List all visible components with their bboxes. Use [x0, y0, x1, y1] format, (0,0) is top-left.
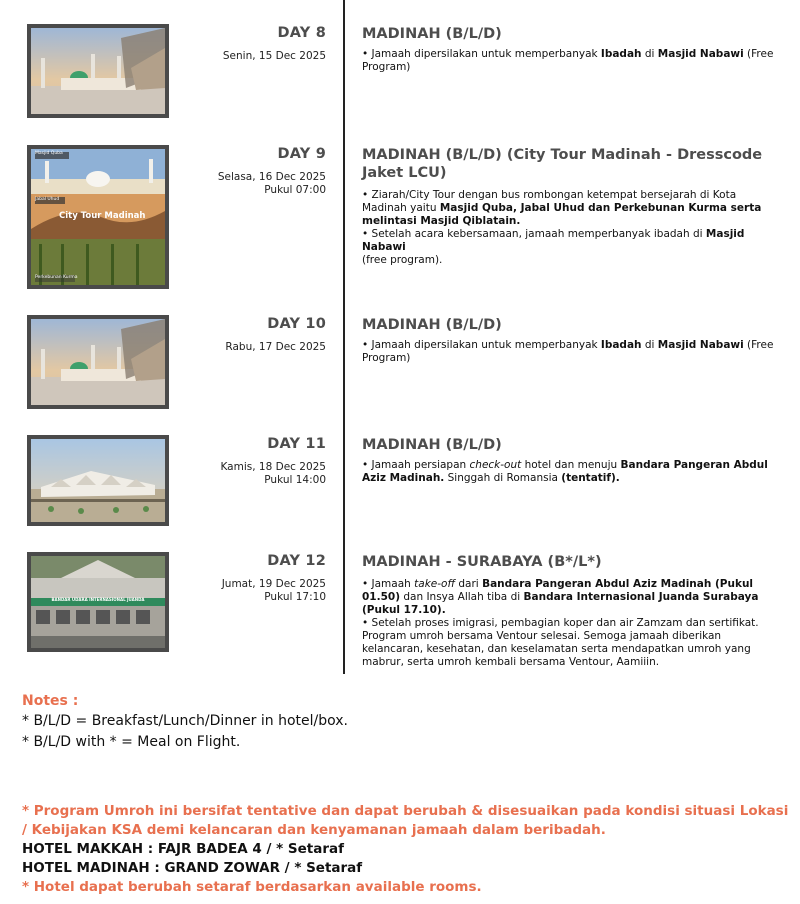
day-date	[180, 341, 326, 354]
desc-text: dari	[455, 578, 483, 590]
desc-text: • Jamaah dipersilakan untuk memperbanyak	[362, 48, 601, 60]
day-description	[362, 48, 782, 74]
day-number: DAY 11	[267, 436, 326, 452]
notes-section	[22, 693, 792, 753]
day-title: MADINAH - SURABAYA (B*/L*)	[362, 554, 602, 570]
day-meta	[180, 146, 326, 197]
day-date	[180, 461, 326, 487]
desc-bold: Bandara Internasional Juanda Surabaya (Pukul 17.10).	[362, 591, 759, 616]
collage-label-uhud: Jabal Uhud	[35, 197, 60, 202]
day-title: MADINAH (B/L/D) (City Tour Madinah - Dresscode Jaket LCU)	[362, 147, 763, 181]
juanda-sign-label: BANDAR UDARA INTERNASIONAL JUANDA	[51, 597, 145, 602]
juanda-airport-image	[27, 552, 169, 652]
disclaimer-text: * Program Umroh ini bersifat tentative dan dapat berubah & disesuaikan pada kondisi situasi Lokasi / Kebijakan KSA demi kelancaran dan kenyamanan jamaah dalam beribadah.	[22, 803, 789, 838]
day-meta	[180, 316, 326, 354]
desc-bold: Bandara Pangeran Abdul Aziz Madinah.	[362, 459, 768, 484]
desc-bold: Masjid Nabawi	[657, 48, 744, 60]
desc-bold: Masjid Nabawi	[657, 339, 744, 351]
day-body	[362, 436, 782, 485]
desc-bold: Masjid Quba, Jabal Uhud dan Perkebunan Kurma serta melintasi Masjid Qiblatain.	[362, 202, 762, 227]
desc-text: • Jamaah dipersilakan untuk memperbanyak	[362, 339, 601, 351]
collage-label-city-tour: City Tour Madinah	[59, 211, 146, 221]
collage-label-kurma: Perkebunan Kurma	[35, 275, 78, 280]
desc-text: (free program).	[362, 254, 443, 266]
notes-title: Notes :	[22, 693, 79, 709]
time-text: Pukul 17:10	[264, 591, 326, 603]
desc-italic: take-off	[414, 578, 456, 590]
desc-text: • Ziarah/City Tour dengan bus rombongan ketempat bersejarah di Kota Madinah yaitu	[362, 189, 737, 214]
masjid-nabawi-image	[27, 315, 169, 409]
desc-text: di	[641, 48, 658, 60]
time-text: Pukul 14:00	[264, 474, 326, 486]
day-description	[362, 459, 782, 485]
timeline-line	[343, 0, 345, 674]
desc-text: (Free Program)	[362, 339, 774, 364]
city-tour-collage-image	[27, 145, 169, 289]
day-body	[362, 146, 782, 267]
day-title: MADINAH (B/L/D)	[362, 437, 502, 453]
day-meta	[180, 436, 326, 487]
day-body	[362, 25, 782, 74]
day-body	[362, 316, 782, 365]
desc-bold: Ibadah	[600, 339, 642, 351]
desc-text: di	[641, 339, 658, 351]
desc-text: (Free Program)	[362, 48, 774, 73]
date-text: Jumat, 19 Dec 2025	[221, 578, 326, 590]
day-number: DAY 10	[267, 316, 326, 332]
notes-line: * B/L/D with * = Meal on Flight.	[22, 734, 241, 750]
day-number: DAY 12	[267, 553, 326, 569]
masjid-nabawi-image	[27, 24, 169, 118]
day-number: DAY 9	[277, 146, 326, 162]
footer-section	[22, 802, 797, 897]
desc-text: • Setelah proses imigrasi, pembagian koper dan air Zamzam dan sertifikat. Program umroh bersama Ventour selesai. Semoga jamaah diberikan kelancaran, kesehatan, dan keselamatan serta mendapatkan umroh yang mabrur, serta umroh kembali bersama Ventour, Aamiiin.	[362, 617, 759, 668]
hotel-note-text: * Hotel dapat berubah setaraf berdasarkan available rooms.	[22, 879, 482, 895]
desc-bold: (tentatif).	[561, 472, 620, 484]
day-meta	[180, 553, 326, 604]
day-description	[362, 578, 782, 669]
desc-italic: check-out	[469, 459, 522, 471]
desc-text: hotel dan menuju	[521, 459, 621, 471]
day-description	[362, 339, 782, 365]
desc-text: • Jamaah	[362, 578, 415, 590]
day-title: MADINAH (B/L/D)	[362, 317, 502, 333]
desc-bold: Bandara Pangeran Abdul Aziz Madinah (Pukul 01.50)	[362, 578, 754, 603]
madinah-airport-image	[27, 435, 169, 526]
day-title: MADINAH (B/L/D)	[362, 26, 502, 42]
date-text: Kamis, 18 Dec 2025	[220, 461, 326, 473]
time-text: Pukul 07:00	[264, 184, 326, 196]
hotel-madinah-text: HOTEL MADINAH : GRAND ZOWAR / * Setaraf	[22, 860, 363, 876]
desc-text: dan Insya Allah tiba di	[400, 591, 524, 603]
desc-bold: Masjid Nabawi	[362, 228, 745, 253]
date-text: Rabu, 17 Dec 2025	[225, 341, 326, 353]
day-date	[180, 50, 326, 63]
day-number: DAY 8	[277, 25, 326, 41]
desc-bold: Ibadah	[600, 48, 642, 60]
desc-text: Singgah di Romansia	[444, 472, 562, 484]
desc-text: • Jamaah persiapan	[362, 459, 470, 471]
day-body	[362, 553, 782, 669]
collage-label-quba: Masjid Quba	[35, 151, 63, 156]
day-meta	[180, 25, 326, 63]
day-date	[180, 578, 326, 604]
notes-line: * B/L/D = Breakfast/Lunch/Dinner in hotel/box.	[22, 713, 348, 729]
date-text: Selasa, 16 Dec 2025	[217, 171, 326, 183]
day-description	[362, 189, 782, 267]
day-date	[180, 171, 326, 197]
desc-text: • Setelah acara kebersamaan, jamaah memperbanyak ibadah di	[362, 228, 706, 240]
hotel-makkah-text: HOTEL MAKKAH : FAJR BADEA 4 / * Setaraf	[22, 841, 344, 857]
date-text: Senin, 15 Dec 2025	[222, 50, 326, 62]
